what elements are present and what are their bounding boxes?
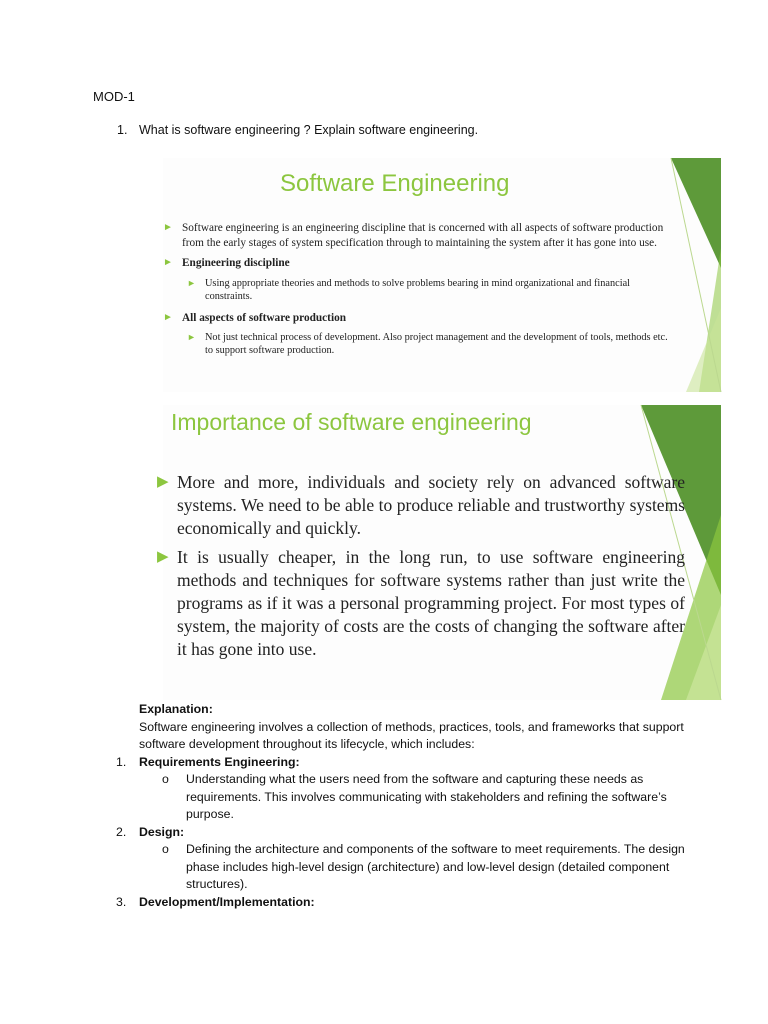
slide-importance xyxy=(157,405,721,700)
question-number: 1. xyxy=(117,123,128,137)
question xyxy=(117,123,478,137)
slide2-bullet xyxy=(157,546,685,661)
slide1-subbullet xyxy=(163,331,673,357)
explanation-intro: Software engineering involves a collection of methods, practices, tools, and frameworks that support software development throughout its lifecycle, which includes: xyxy=(139,719,684,751)
list-item-title: Development/Implementation: xyxy=(139,894,315,909)
bullet-arrow-icon: ► xyxy=(163,222,173,233)
slide-software-engineering xyxy=(163,158,721,392)
slide2-bullet-text: It is usually cheaper, in the long run, to use software engineering methods and techniques for software systems rather than just write the programs as if it was a personal programming project. For most types of system, the majority of costs are the costs of changing the software after it has gone into use. xyxy=(177,547,685,659)
slide1-bullet-text: Engineering discipline xyxy=(182,257,290,269)
slide1-subbullet-text: Using appropriate theories and methods to solve problems bearing in mind organizational and financial constraints. xyxy=(205,277,631,302)
sub-list-text: Defining the architecture and components of the software to meet requirements. The design phase includes high-level design (architecture) and low-level design (detailed component structures). xyxy=(186,842,685,891)
bullet-arrow-icon: ▶ xyxy=(157,474,169,490)
bullet-arrow-icon: ► xyxy=(163,257,173,268)
doc-heading: MOD-1 xyxy=(93,89,135,104)
slide1-bullet xyxy=(163,256,673,271)
slide2-bullet xyxy=(157,471,685,540)
list-item xyxy=(116,824,699,842)
sub-list-text: Understanding what the users need from the software and capturing these needs as requirements. This involves communicating with stakeholders and refining the software’s purpose. xyxy=(186,772,667,821)
sub-bullet-marker: o xyxy=(162,772,169,786)
slide1-bullet-text: All aspects of software production xyxy=(182,311,347,324)
slide1-subbullet xyxy=(163,277,673,303)
sub-list-item xyxy=(139,841,699,894)
list-number: 3. xyxy=(116,894,127,909)
list-item xyxy=(116,754,699,772)
list-number: 2. xyxy=(116,824,127,839)
list-item-title: Requirements Engineering: xyxy=(139,754,300,769)
list-number: 1. xyxy=(116,754,127,769)
slide1-body xyxy=(163,221,673,365)
list-item-title: Design: xyxy=(139,824,185,839)
sub-list-item xyxy=(139,771,699,824)
slide1-title: Software Engineering xyxy=(280,170,510,197)
list-item xyxy=(116,894,699,912)
explanation-label: Explanation: xyxy=(139,702,213,716)
bullet-arrow-icon: ► xyxy=(187,332,196,342)
bullet-arrow-icon: ▶ xyxy=(157,549,169,565)
sub-bullet-marker: o xyxy=(162,842,169,856)
bullet-arrow-icon: ► xyxy=(163,311,173,323)
explanation-section xyxy=(116,701,699,911)
slide1-bullet xyxy=(163,221,673,250)
slide1-bullet-text: Software engineering is an engineering discipline that is concerned with all aspects of software production from the early stages of system specification through to maintaining the system after it has gone into use. xyxy=(182,222,664,249)
slide1-subbullet-text: Not just technical process of development. Also project management and the development of tools, methods etc. to support software production. xyxy=(205,332,668,356)
slide2-title: Importance of software engineering xyxy=(171,409,532,435)
slide1-bullet xyxy=(163,311,673,326)
slide2-body xyxy=(157,471,685,667)
bullet-arrow-icon: ► xyxy=(187,277,196,288)
question-text: What is software engineering ? Explain software engineering. xyxy=(139,123,479,137)
slide2-bullet-text: More and more, individuals and society rely on advanced software systems. We need to be able to produce reliable and trustworthy systems economically and quickly. xyxy=(177,472,685,538)
